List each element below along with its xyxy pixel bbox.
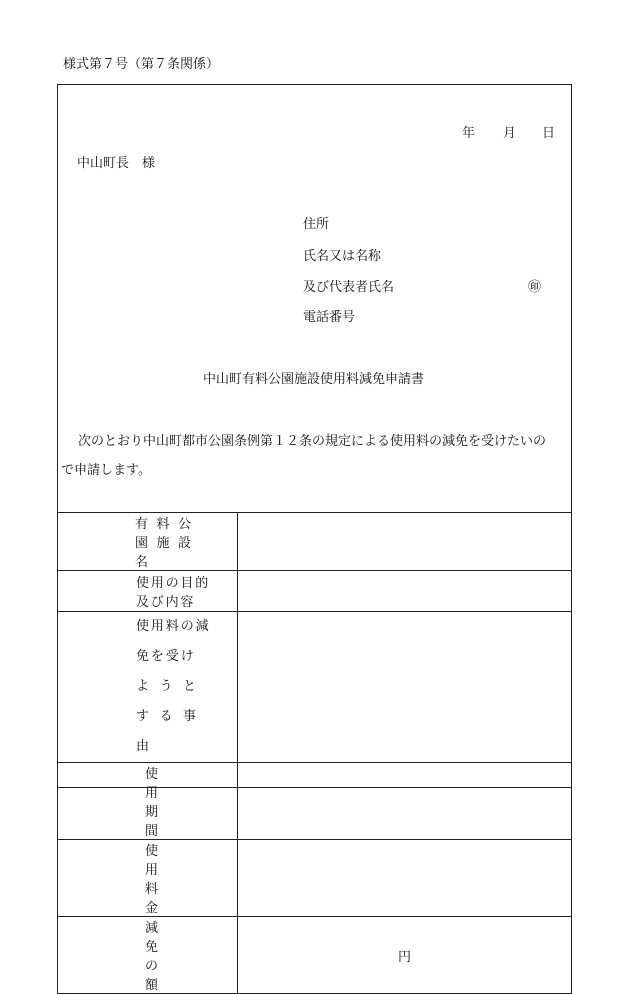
reduction-label-cell [58,917,238,994]
purpose-label: 使用の目的及び内容 [136,576,211,610]
reason-label-cell [58,612,238,763]
document-title: 中山町有料公園施設使用料減免申請書 [203,372,425,387]
period-value[interactable] [238,763,572,840]
facility-name-label: 有料公園施設名 [135,517,200,570]
date-day-label: 日 [542,126,556,141]
detail-table [57,512,572,994]
reason-label-line-2: ようとする事由 [136,679,207,754]
reason-label-line-1: 使用料の減免を受け [136,619,211,664]
form-number: 様式第７号（第７条関係） [63,57,220,72]
representative-label: 及び代表者氏名 [303,280,395,295]
reduction-amount-value[interactable]: 円 [238,917,572,994]
body-text-line-1: 次のとおり中山町都市公園条例第１２条の規定による使用料の減免を受けたいの [78,434,547,449]
fee-label: 使用料金 [145,844,185,916]
table-row [58,612,572,763]
phone-label: 電話番号 [303,310,356,325]
fee-label-cell [58,840,238,917]
addressee: 中山町長 様 [77,156,156,171]
table-row [58,513,572,571]
table-row [58,571,572,612]
purpose-label-cell [58,571,238,612]
seal-mark: ㊞ [528,280,542,295]
fee-value[interactable] [238,840,572,917]
facility-name-label-cell [58,513,238,571]
table-row [58,763,572,840]
table-row [58,917,572,994]
table-row [58,840,572,917]
address-label: 住所 [303,217,330,232]
name-label: 氏名又は名称 [303,249,382,264]
period-label: 使用期間 [145,767,185,839]
date-month-label: 月 [503,126,517,141]
date-year-label: 年 [462,126,476,141]
reduction-label: 減免の額 [145,921,185,993]
body-text-line-2: で申請します。 [61,463,151,478]
facility-name-value[interactable] [238,513,572,571]
period-label-cell [58,763,238,840]
purpose-value[interactable] [238,571,572,612]
reason-value[interactable] [238,612,572,763]
